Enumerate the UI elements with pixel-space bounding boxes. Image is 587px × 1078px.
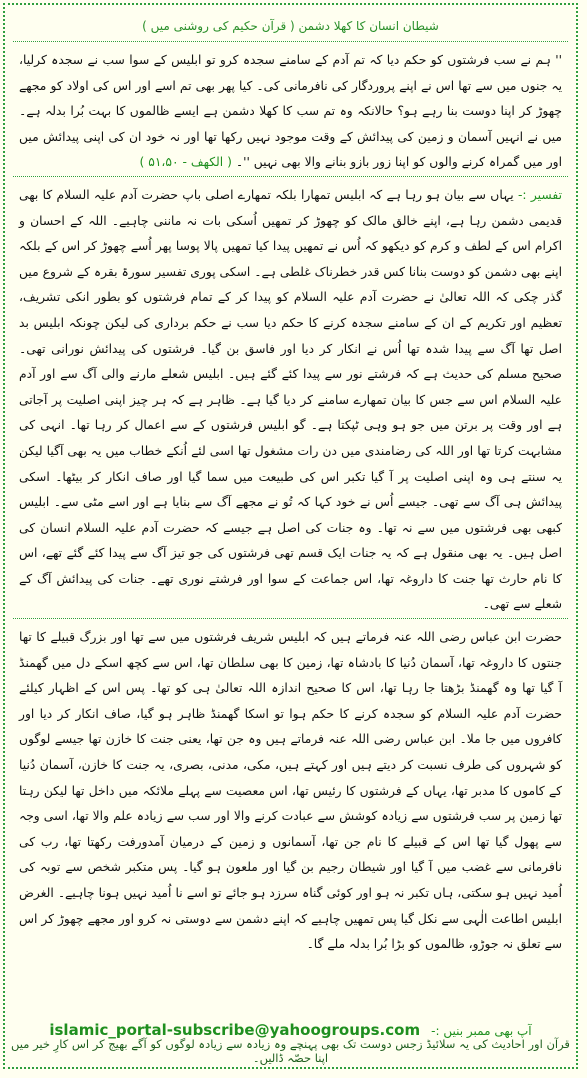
quote-reference: ( الکھف - ۵۱،۵۰ ): [139, 155, 232, 170]
share-note: قرآن اور احادیث کی یہ سلائیڈ زجس دوست تک بھی پہنچے وہ زیادہ سے زیادہ لوگوں کو آگے بھیج کر اس کارِ خیر میں اپنا حصّہ ڈالیں۔: [11, 1037, 570, 1065]
quote-divider: [13, 176, 568, 177]
page-title: شیطان انسان کا کھلا دشمن ( قرآن حکیم کی روشنی میں ): [142, 19, 439, 33]
page-border: [3, 3, 578, 1069]
tafseer-label: تفسیر :-: [518, 187, 562, 202]
tafseer-text: یہاں سے بیان ہو رہا ہے کہ ابلیس تمھارا بلکہ تمھارے اصلی باپ حضرت آدم علیہ السلام کا بھی قدیمی دشمن رہا ہے، اپنے خالق مالک کو چھوڑ کر تمھیں اُسکی بات نہ ماننی چاہیے۔ اللہ کے احسان و اکرام اس کے لطف و کرم کو دیکھو کہ اُس نے تمھیں پیدا کیا تمھیں پالا پوسا پھر اُسے چھوڑ کر اس کے بلکہ اپنے بھی دشمن کو دوست بنانا کس قدر خطرناک غلطی ہے۔ اسکی پوری تفسیر سورۃ بقرہ کے شروع میں گذر چکی کہ اللہ تعالیٰ نے حضرت آدم علیہ السلام کو پیدا کر کے تمام فرشتوں کو بطور انکی تشریف، تعظیم اور تکریم کے ان کے سامنے سجدہ کرنے کا حکم دیا سب نے حکم برداری کی لیکن چونکہ ابلیس بد اصل تھا آگ سے پیدا شدہ تھا اُس نے انکار کر دیا اور فاسق بن گیا۔ فرشتوں کی پیدائش نورانی تھی۔ صحیح مسلم کی حدیث ہے کہ فرشتے نور سے پیدا کئے گئے ہیں۔ ابلیس شعلے مارنے والی آگ سے اور آدم علیہ السلام اس سے جس کا بیان تمھارے سامنے کر دیا گیا ہے۔ ظاہر ہے کہ ہر چیز اپنی اصلیت پر آجاتی ہے اور وقت پر برتن میں جو ہو وہی ٹپکتا ہے۔ گو ابلیس فرشتوں کے سے اعمال کر رہا تھا۔ انہی کی مشابہت کرتا تھا اور اللہ کی رضامندی میں دن رات مشغول تھا اسی لئے اُنکے خطاب میں یہ بھی آگیا لیکن یہ سنتے ہی وہ اپنی اصلیت پر آ گیا تکبر اس کی طبیعت میں سما گیا اور صاف انکار کر بیٹھا۔ اسکی پیدائش ہی آگ سے تھی۔ جیسے اُس نے خود کہا کہ تُو نے مجھے آگ سے بنایا ہے اور اسے مٹی سے۔ ابلیس کبھی بھی فرشتوں میں سے نہ تھا۔ وہ جنات کی اصل ہے جیسے کہ حضرت آدم علیہ السلام انسان کی اصل ہیں۔ یہ بھی منقول ہے کہ یہ جنات ایک قسم تھی فرشتوں کی جو تیز آگ سے پیدا کئے گئے تھے، اس کا نام حارث تھا جنت کا داروغہ تھا، اس جماعت کے سوا اور فرشتے نوری تھے۔ جنات کی پیدائش آگ کے شعلے سے تھی۔: [19, 187, 562, 612]
subscribe-email-link[interactable]: islamic_portal-subscribe@yahoogroups.com: [49, 1021, 421, 1039]
tafseer-divider: [13, 618, 568, 619]
tafseer-paragraph: [19, 183, 562, 618]
ibn-abbas-paragraph: حضرت ابن عباس رضی اللہ عنہ فرماتے ہیں کہ ابلیس شریف فرشتوں میں سے تھا اور بزرگ قبیلے کا تھا جنتوں کا داروغہ تھا، آسمان دُنیا کا بادشاہ تھا، زمین کا بھی سلطان تھا، اس سے کچھ اسکے دل میں گھمنڈ آ گیا تھا وہ گھمنڈ بڑھتا جا رہا تھا، اس کا صحیح اندازہ اللہ تعالیٰ ہی کو تھا۔ پس اس کے اظہار کیلئے حضرت آدم علیہ السلام کو سجدہ کرنے کا حکم ہوا تو اسکا گھمنڈ ظاہر ہو گیا، صاف انکار کر دیا اور کافروں میں جا ملا۔ ابن عباس رضی اللہ عنہ فرماتے ہیں وہ جن تھا، یعنی جنت کا خازن تھا جیسے لوگوں کو شہروں کی طرف نسبت کر دیتے ہیں اور کہتے ہیں، مکی، مدنی، بصری، یہ جنت کا خازن، آسمان دُنیا کے کاموں کا مدبر تھا، یہاں کے فرشتوں کا رئیس تھا، اس معصیت سے پہلے ملائکہ میں داخل تھا لیکن رہتا تھا زمین پر سب فرشتوں سے زیادہ کوشش سے عبادت کرنے والا اور سب سے زیادہ علم والا تھا، اسی وجہ سے پھول گیا تھا اس کے قبیلے کا نام جن تھا، آسمانوں و زمین کے درمیان آمدورفت رکھتا تھا، رب کی نافرمانی سے غضب میں آ گیا اور شیطان رجیم بن گیا اور ملعون ہو گیا۔ پس متکبر شخص سے توبہ کی اُمید نہیں ہو سکتی، ہاں تکبر نہ ہو اور کوئی گناہ سرزد ہو جائے تو اسے نا اُمید نہیں ہونا چاہیے۔ الغرض ابلیس اطاعت الٰہی سے نکل گیا پس تمھیں چاہیے کہ اپنے دشمن سے دوستی نہ کرو اور مجھے چھوڑ کر اس سے تعلق نہ جوڑو، ظالموں کو بڑا بُرا بدلہ ملے گا۔: [19, 630, 562, 952]
quran-quote: [19, 48, 562, 176]
content: [11, 11, 570, 1061]
quote-text: '' ہم نے سب فرشتوں کو حکم دیا کہ تم آدم کے سامنے سجدہ کرو تو ابلیس کے سوا سب نے سجدہ کرلیا، یہ جنوں میں سے تھا اس نے اپنے پروردگار کی نافرمانی کی۔ کیا پھر بھی تم اسے اور اس کی اولاد کو مجھے چھوڑ کر اپنا دوست بنا رہے ہو؟ حالانکہ وہ تم سب کا کھلا دشمن ہے ایسے ظالموں کا بہت بُرا بدلہ ہے۔ میں نے انہیں آسمان و زمین کی پیدائش کے وقت موجود نہیں رکھا تھا اور نہ خود ان کی اپنی پیدائش میں اور میں گمراہ کرنے والوں کو اپنا زور بازو بنانے والا بھی نہیں ''۔: [19, 53, 562, 170]
title-divider: [13, 41, 568, 42]
member-invite: آپ بھی ممبر بنیں :-: [431, 1024, 532, 1038]
